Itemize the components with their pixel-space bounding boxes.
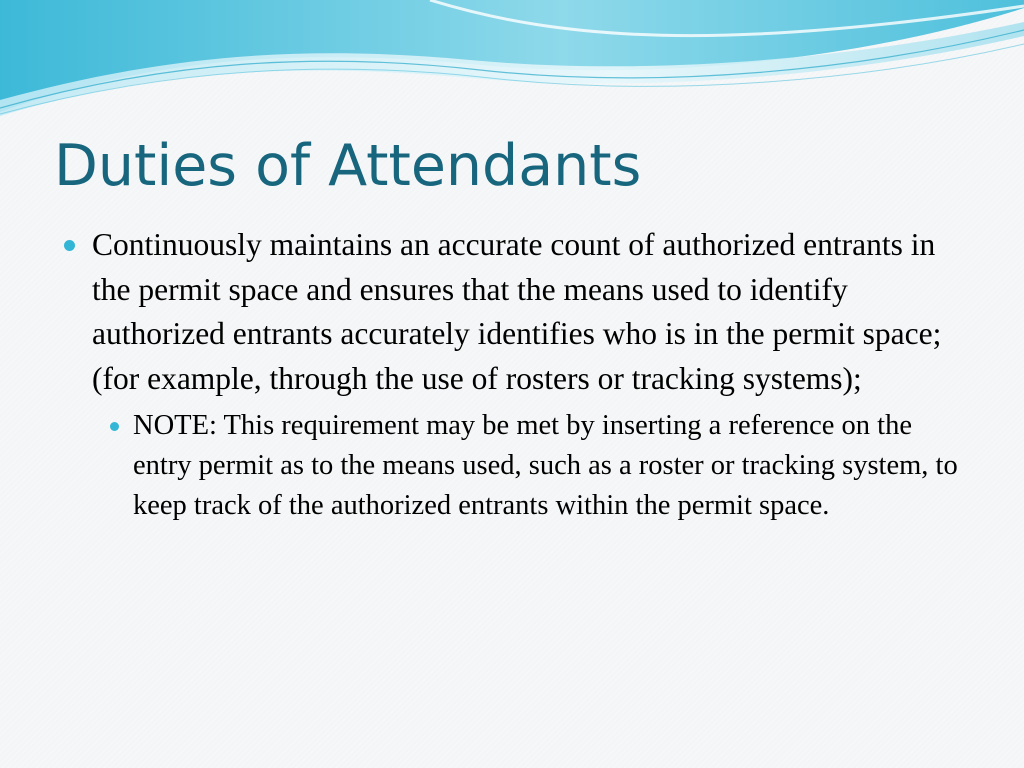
bullet-text: Continuously maintains an accurate count of authorized entrants in the permit space and ensures that the means used to identify authorized entrants accurately identifies who is in the permit space; (for example, through the use of rosters or tracking systems); — [92, 227, 942, 396]
circle-bullet-icon — [110, 422, 119, 431]
sub-bullet-text: NOTE: This requirement may be met by inserting a reference on the entry permit as to the means used, such as a roster or tracking system, to keep track of the authorized entrants within the permit space. — [133, 410, 958, 521]
sub-bullet-item — [56, 406, 976, 526]
circle-bullet-icon — [64, 240, 75, 251]
header-wave-decoration — [0, 0, 1024, 130]
slide-body — [56, 223, 976, 526]
bullet-item — [56, 223, 976, 401]
slide-title: Duties of Attendants — [54, 133, 642, 199]
